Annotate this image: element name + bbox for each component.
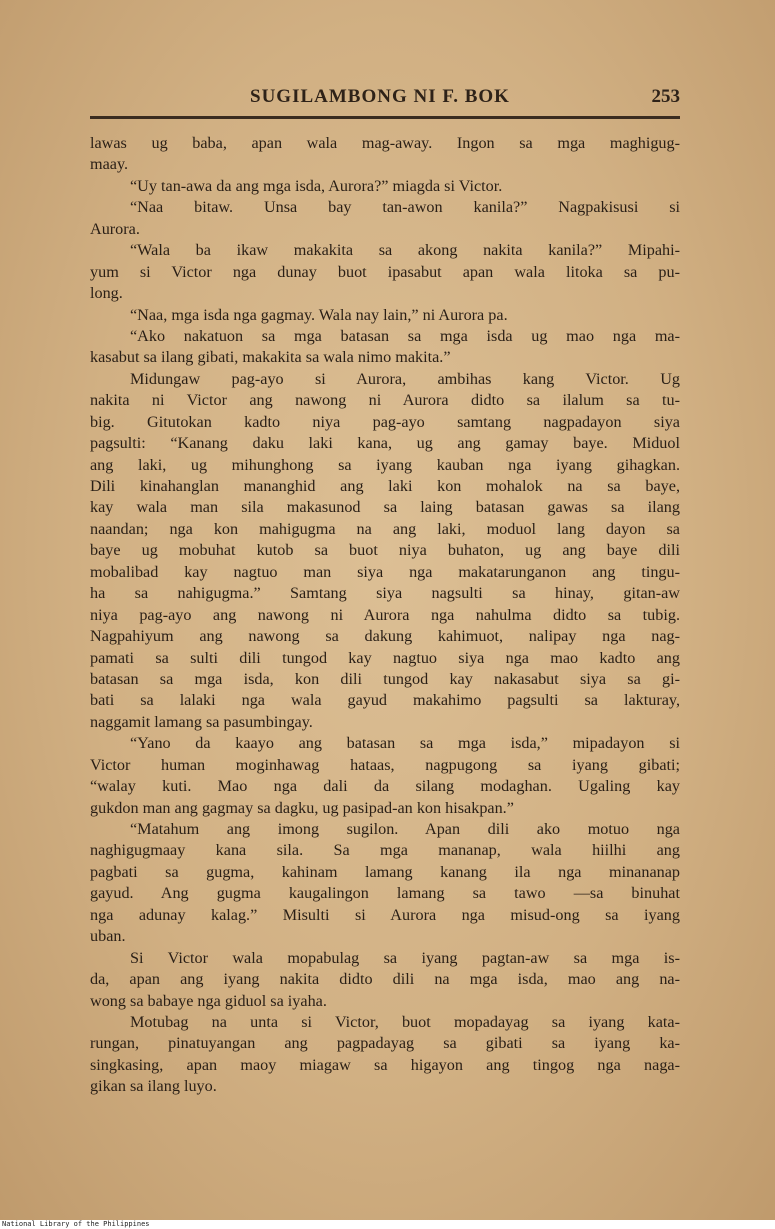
text-line: naggamit lamang sa pasumbingay. — [90, 712, 313, 731]
text-line: pagsulti: “Kanang daku laki kana, ug ang gamay baye. Miduol — [90, 434, 680, 453]
text-line: ha sa nahigugma.” Samtang siya nagsulti sa hinay, gitan-aw — [90, 584, 680, 603]
text-line: yum si Victor nga dunay buot ipasabut apan wala litoka sa pu- — [90, 262, 680, 281]
text-line: “Uy tan-awa da ang mga isda, Aurora?” miagda si Victor. — [130, 176, 503, 195]
text-line: Aurora. — [90, 219, 140, 238]
text-line: naandan; nga kon mahigugma na ang laki, moduol lang dayon sa — [90, 519, 680, 538]
library-credit: National Library of the Philippines — [2, 1220, 150, 1228]
text-line: baye ug mobuhat kutob sa buot niya buhaton, ug ang baye dili — [90, 541, 680, 560]
text-line: “Matahum ang imong sugilon. Apan dili ako motuo nga — [130, 820, 680, 838]
text-line: mobalibad kay nagtuo man siya nga makatarunganon ang tingu- — [90, 562, 680, 581]
text-line: Nagpahiyum ang nawong sa dakung kahimuot, nalipay nga nag- — [90, 627, 680, 646]
text-line: Victor human moginhawag hataas, nagpugong sa iyang gibati; — [90, 755, 680, 774]
text-line: “Ako nakatuon sa mga batasan sa mga isda ug mao nga ma- — [130, 326, 680, 345]
page-header — [90, 86, 680, 112]
text-line: pagbati sa gugma, kahinam lamang kanang ila nga minananap — [90, 862, 680, 881]
header-rule — [90, 116, 680, 119]
text-line: bati sa lalaki nga wala gayud makahimo pagsulti sa lakturay, — [90, 691, 680, 710]
text-line: lawas ug baba, apan wala mag-away. Ingon sa mga maghigug- — [90, 134, 680, 152]
text-line: wong sa babaye nga giduol sa iyaha. — [90, 991, 327, 1010]
text-line: “walay kuti. Mao nga dali da silang modaghan. Ugaling kay — [90, 777, 680, 796]
text-line: gukdon man ang gagmay sa dagku, ug pasipad-an kon hisakpan.” — [90, 798, 514, 817]
text-line: kasabut sa ilang gibati, makakita sa wala nimo makita.” — [90, 348, 451, 367]
text-line: Si Victor wala mopabulag sa iyang pagtan-aw sa mga is- — [130, 948, 680, 967]
text-line: nakita ni Victor ang nawong ni Aurora didto sa ilalum sa tu- — [90, 391, 680, 410]
text-line: pamati sa sulti dili tungod kay nagtuo siya nga mao kadto ang — [90, 648, 680, 667]
text-line: big. Gitutokan kadto niya pag-ayo samtang nagpadayon siya — [90, 412, 680, 431]
text-line: gikan sa ilang luyo. — [90, 1077, 217, 1096]
text-line: Motubag na unta si Victor, buot mopadayag sa iyang kata- — [130, 1012, 680, 1031]
text-line: ang laki, ug mihunghong sa iyang kauban nga iyang gihagkan. — [90, 455, 680, 474]
text-line: “Naa bitaw. Unsa bay tan-awon kanila?” Nagpakisusi si — [130, 198, 680, 217]
text-line: batasan sa mga isda, kon dili tungod kay nakasabut siya sa gi- — [90, 669, 680, 688]
text-line: gayud. Ang gugma kaugalingon lamang sa tawo —sa binuhat — [90, 884, 680, 903]
text-line: long. — [90, 284, 123, 303]
text-line: niya pag-ayo ang nawong ni Aurora nga nahulma didto sa tubig. — [90, 605, 680, 624]
text-line: kay wala man sila makasunod sa laing batasan gawas sa ilang — [90, 498, 680, 517]
text-line: “Naa, mga isda nga gagmay. Wala nay lain,” ni Aurora pa. — [130, 305, 508, 324]
text-line: nga adunay kalag.” Misulti si Aurora nga misud-ong sa iyang — [90, 905, 680, 924]
text-line: singkasing, apan maoy miagaw sa higayon ang tingog nga naga- — [90, 1055, 680, 1074]
running-title: SUGILAMBONG NI F. BOK — [250, 86, 510, 107]
text-line: Dili kinahanglan mananghid ang laki kon mohalok na sa baye, — [90, 477, 680, 495]
text-line: “Wala ba ikaw makakita sa akong nakita kanila?” Mipahi- — [130, 241, 680, 260]
text-line: uban. — [90, 927, 126, 946]
text-line: maay. — [90, 155, 129, 174]
text-line: naghigugmaay kana sila. Sa mga mananap, wala hiilhi ang — [90, 841, 680, 860]
text-line: Midungaw pag-ayo si Aurora, ambihas kang Victor. Ug — [130, 369, 680, 388]
text-line: rungan, pinatuyangan ang pagpadayag sa gibati sa iyang ka- — [90, 1034, 680, 1053]
body-text — [90, 133, 680, 1098]
page-number: 253 — [651, 86, 680, 107]
text-line: da, apan ang iyang nakita didto dili na mga isda, mao ang na- — [90, 970, 680, 989]
text-line: “Yano da kaayo ang batasan sa mga isda,” mipadayon si — [130, 734, 680, 753]
